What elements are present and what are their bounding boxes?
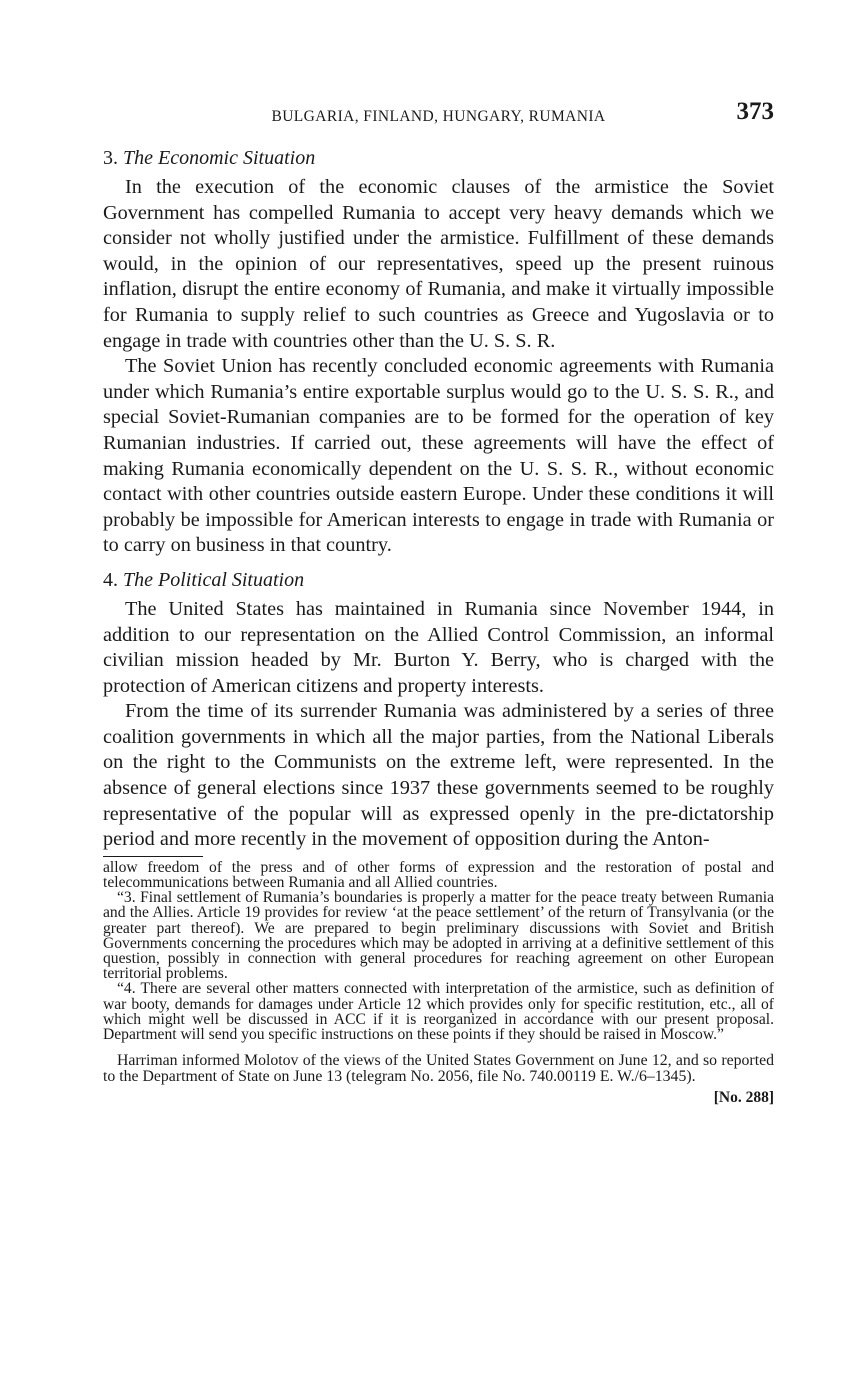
footnote-divider <box>103 856 203 857</box>
page-number: 373 <box>736 98 774 125</box>
paragraph: The Soviet Union has recently concluded economic agreements with Rumania under which Rumania’s entire exportable surplus would go to the U. S. S. R., and special Soviet-Rumanian companies are to be formed for the operation of key Rumanian industries. If carried out, these agreements will have the effect of making Rumania economically dependent on the U. S. S. R., without economic contact with other countries outside eastern Europe. Under these conditions it will probably be impossible for American interests to engage in trade with Rumania or to carry on business in that country. <box>103 355 774 557</box>
section-title: The Political Situation <box>123 568 305 591</box>
paragraph: The United States has maintained in Rumania since November 1944, in addition to our representation on the Allied Control Commission, an informal civilian mission headed by Mr. Burton Y. Berry, who is charged with the protection of American citizens and property interests. <box>103 597 774 697</box>
section-number: 4. <box>103 568 118 591</box>
document-number: [No. 288] <box>713 1089 774 1107</box>
section-heading-political <box>103 568 774 592</box>
paragraph: In the execution of the economic clauses of the armistice the Soviet Government has compelled Rumania to accept very heavy demands which we consider not wholly justified under the armistice. Fulfillment of these demands would, in the opinion of our representatives, speed up the present ruinous inflation, disrupt the entire economy of Rumania, and make it virtually impossible for Rumania to supply relief to such countries as Greece and Yugoslavia or to engage in trade with countries other than the U. S. S. R. <box>103 176 774 352</box>
running-title: BULGARIA, FINLAND, HUNGARY, RUMANIA <box>271 108 606 125</box>
section-number: 3. <box>103 147 118 169</box>
footnote-text: “4. There are several other matters connected with interpretation of the armistice, such as definition of war booty, demands for damages under Article 12 which provides only for specific restitution, etc., all of which might well be discussed in ACC if it is reorganized in accordance with our present proposal. Department will send you specific instructions on these points if they should be raised in Moscow.” <box>103 980 774 1044</box>
footnote-text: “3. Final settlement of Rumania’s boundaries is properly a matter for the peace treaty between Rumania and the Allies. Article 19 provides for review ‘at the peace settlement’ of the return of Transylvania (or the greater part thereof). We are prepared to begin preliminary discussions with Soviet and British Governments concerning the procedures which may be adopted in arriving at a definitive settlement of this question, possibly in connection with general procedures for reaching agreement on other European territorial problems. <box>103 889 774 983</box>
running-head <box>103 98 774 132</box>
editorial-note: Harriman informed Molotov of the views of the United States Government on June 12, and so reported to the Department of State on June 13 (telegram No. 2056, file No. 740.00119 E. W./6–1345). <box>103 1052 774 1085</box>
footnote-text: allow freedom of the press and of other forms of expression and the restoration of postal and telecommunications between Rumania and all Allied countries. <box>103 858 774 892</box>
section-heading-economic <box>103 146 774 170</box>
paragraph: From the time of its surrender Rumania was administered by a series of three coalition governments in which all the major parties, from the National Liberals on the right to the Communists on the extreme left, were represented. In the absence of general elections since 1937 these governments seemed to be roughly representative of the popular will as expressed openly in the pre-dictatorship period and more recently in the movement of opposition during the Anton- <box>103 700 774 851</box>
section-title: The Economic Situation <box>123 147 316 169</box>
document-body <box>103 146 774 1107</box>
